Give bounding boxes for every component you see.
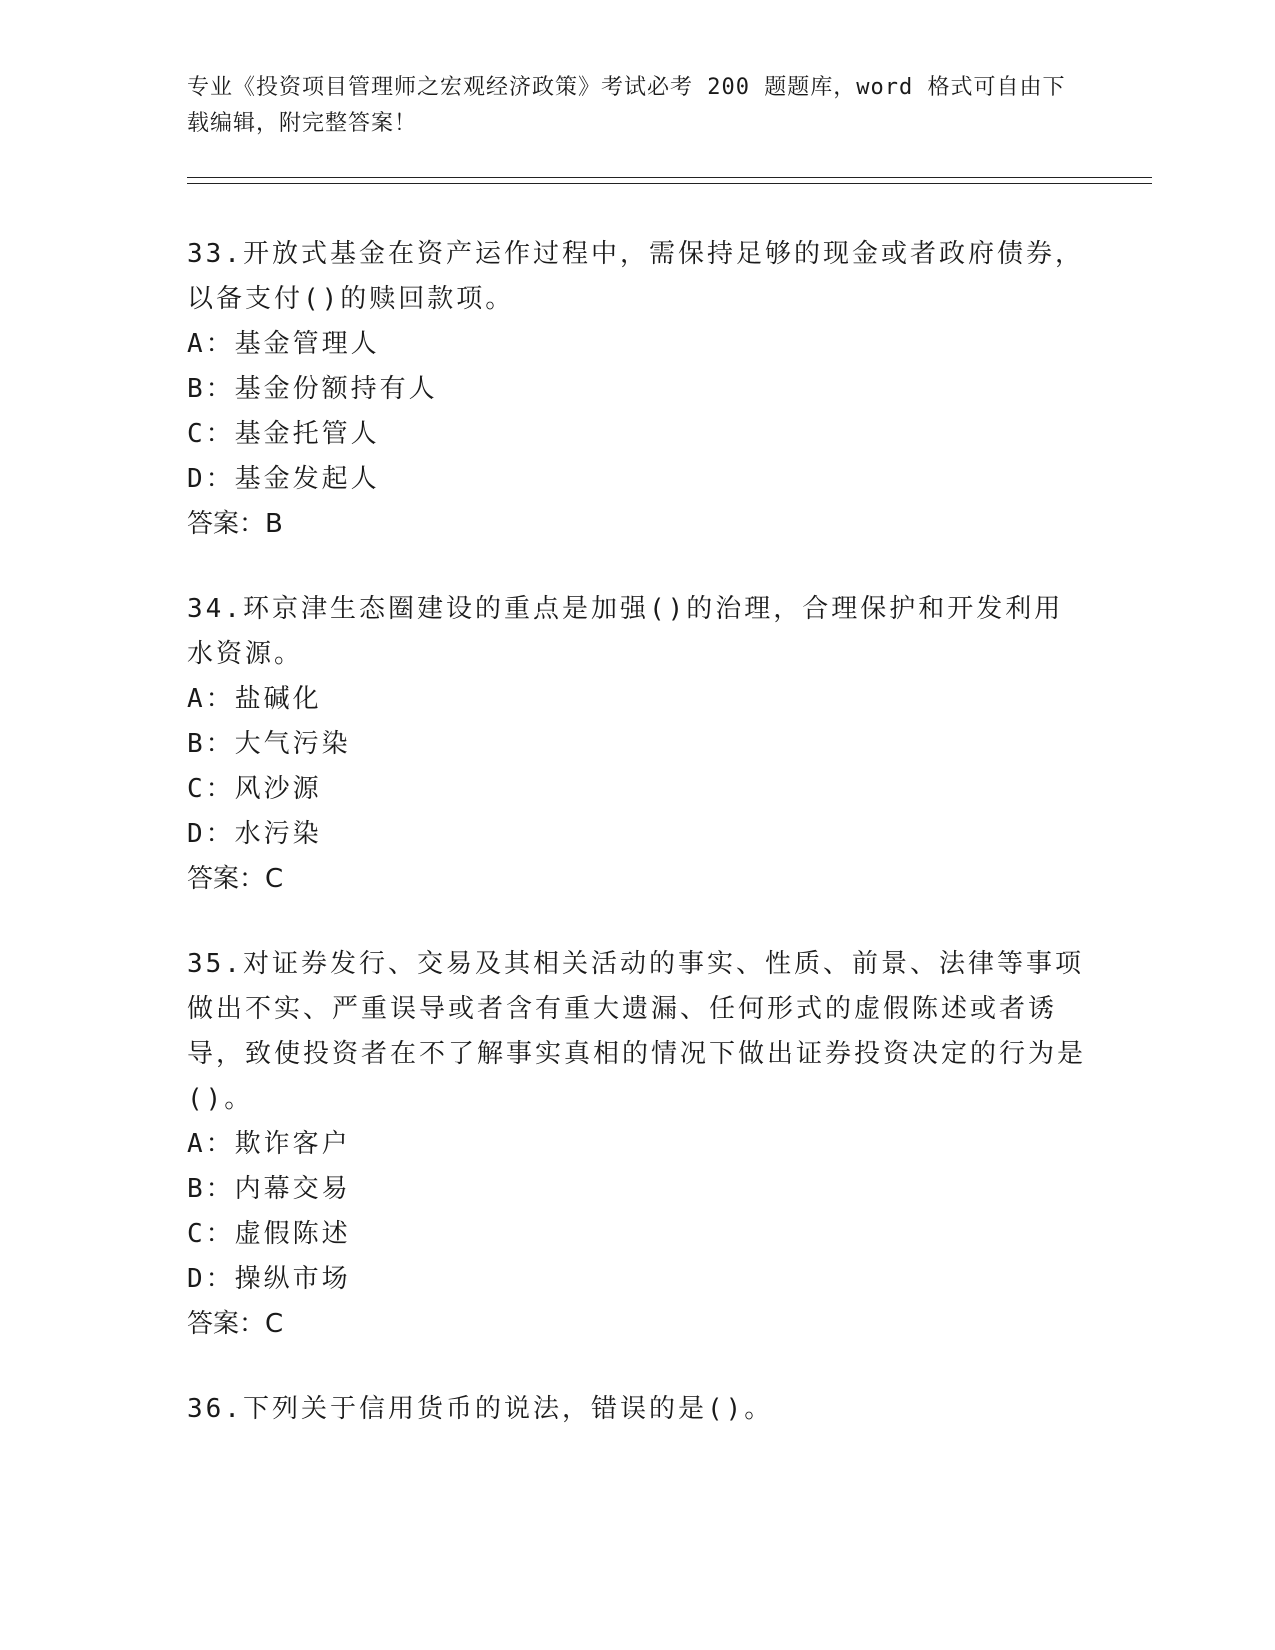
option-a: A：盐碱化 <box>187 684 322 714</box>
question-stem: 33.开放式基金在资产运作过程中，需保持足够的现金或者政府债券，以备支付()的赎回款项。 <box>187 239 1084 314</box>
option-d: D：水污染 <box>187 819 322 849</box>
option-c: C：虚假陈述 <box>187 1219 351 1249</box>
header-divider-top <box>187 177 1152 178</box>
question-stem: 34.环京津生态圈建设的重点是加强()的治理，合理保护和开发利用水资源。 <box>187 594 1064 669</box>
question-item <box>187 1387 1087 1432</box>
option-b: B：内幕交易 <box>187 1174 351 1204</box>
document-header: 专业《投资项目管理师之宏观经济政策》考试必考 200 题题库，word 格式可自由下载编辑，附完整答案！ <box>187 75 1066 136</box>
question-stem: 35.对证券发行、交易及其相关活动的事实、性质、前景、法律等事项做出不实、严重误导或者含有重大遗漏、任何形式的虚假陈述或者诱导，致使投资者在不了解事实真相的情况下做出证券投资决定的行为是()。 <box>187 949 1087 1114</box>
option-a: A：欺诈客户 <box>187 1129 351 1159</box>
question-item <box>187 587 1087 902</box>
answer-line: 答案：B <box>187 509 283 539</box>
answer-line: 答案：C <box>187 1309 284 1339</box>
question-list <box>187 232 1087 1432</box>
option-c: C：风沙源 <box>187 774 322 804</box>
option-c: C：基金托管人 <box>187 419 380 449</box>
option-b: B：大气污染 <box>187 729 351 759</box>
option-b: B：基金份额持有人 <box>187 374 438 404</box>
question-item <box>187 942 1087 1347</box>
header-divider-bottom <box>187 183 1152 184</box>
option-a: A：基金管理人 <box>187 329 380 359</box>
question-item <box>187 232 1087 547</box>
answer-line: 答案：C <box>187 864 284 894</box>
option-d: D：基金发起人 <box>187 464 380 494</box>
question-stem: 36.下列关于信用货币的说法，错误的是()。 <box>187 1394 774 1424</box>
option-d: D：操纵市场 <box>187 1264 351 1294</box>
